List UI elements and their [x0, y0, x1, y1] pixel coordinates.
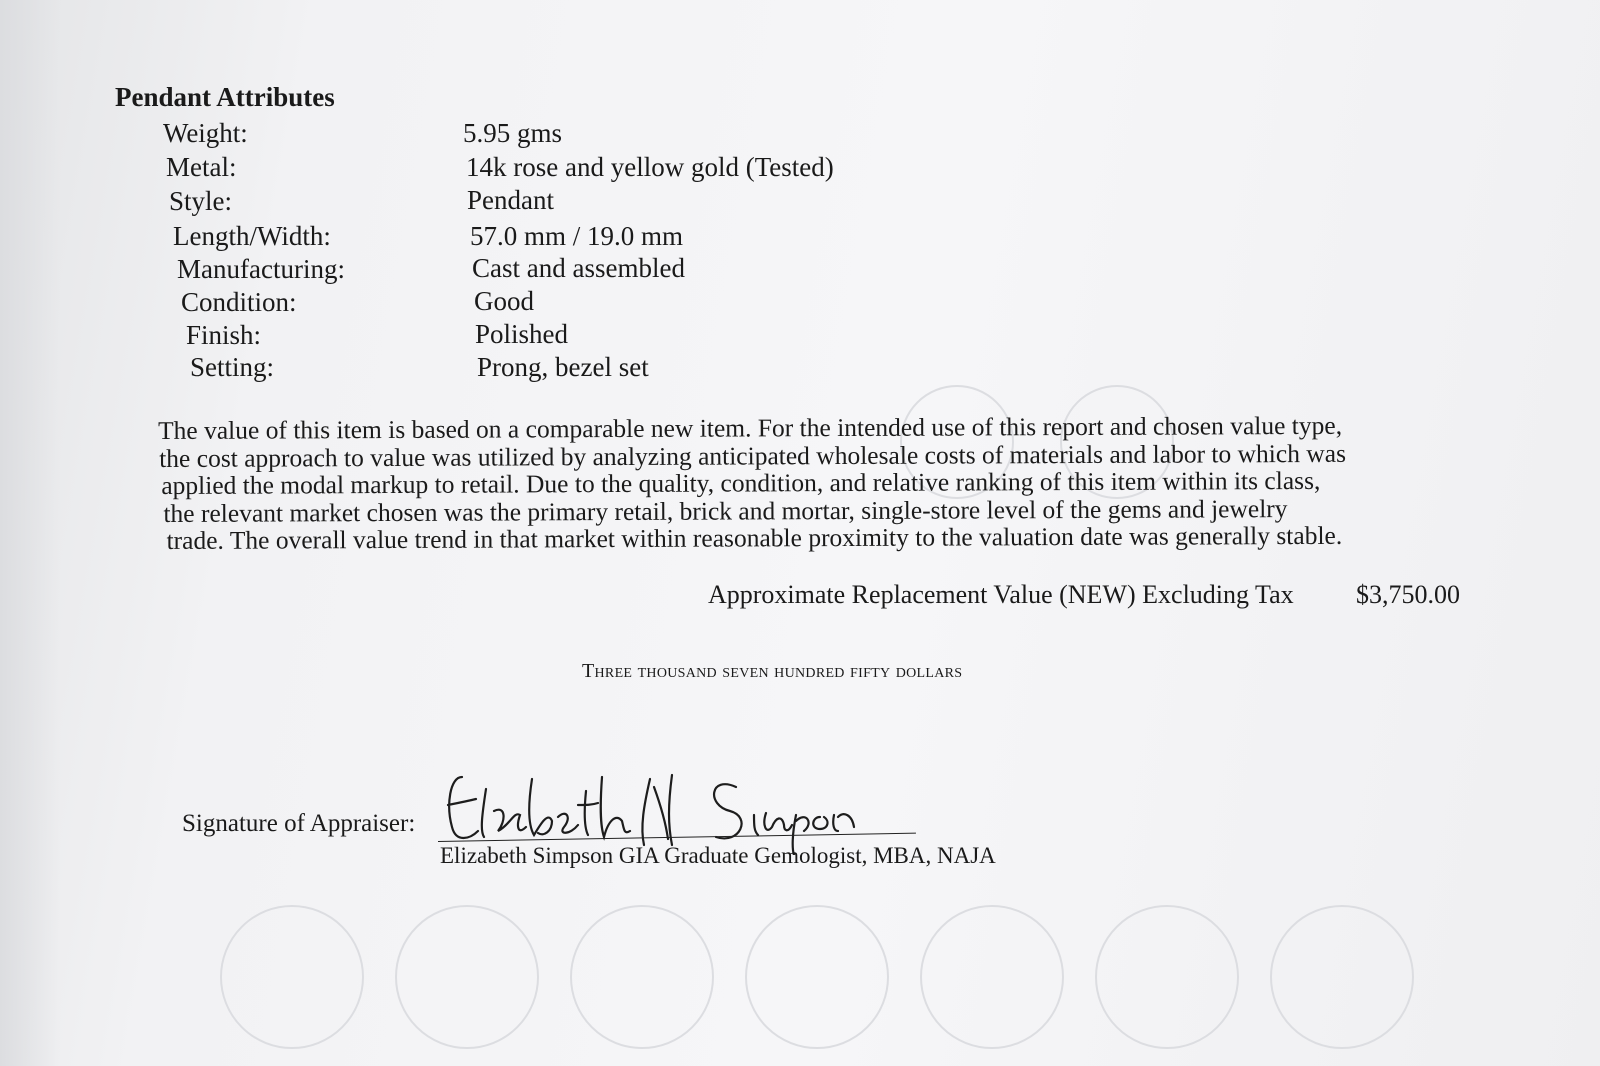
attr-value-length-width: 57.0 mm / 19.0 mm: [470, 221, 684, 251]
attr-value-weight: 5.95 gms: [463, 118, 563, 148]
paragraph-line: trade. The overall value trend in that market within reasonable proximity to the valuation date was generally stable.: [166, 520, 1343, 555]
attr-label-weight: Weight:: [163, 118, 248, 148]
attr-value-style: Pendant: [467, 185, 554, 215]
section-title: Pendant Attributes: [115, 82, 335, 112]
attr-label-finish: Finish:: [186, 320, 262, 350]
attr-label-style: Style:: [169, 186, 233, 216]
signature-label: Signature of Appraiser:: [182, 810, 416, 837]
replacement-value-label: Approximate Replacement Value (NEW) Excluding Tax: [708, 580, 1294, 609]
show-through-diamond-diagram: [745, 905, 889, 1049]
show-through-diamond-diagram: [220, 905, 364, 1049]
show-through-diamond-diagram: [920, 905, 1064, 1049]
attr-value-setting: Prong, bezel set: [477, 352, 649, 382]
attr-value-manufacturing: Cast and assembled: [472, 253, 685, 283]
paper-edge-shadow: [0, 0, 60, 1066]
appraiser-printed-name: Elizabeth Simpson GIA Graduate Gemologist, MBA, NAJA: [440, 843, 996, 868]
attr-label-manufacturing: Manufacturing:: [177, 254, 345, 284]
attr-label-metal: Metal:: [166, 152, 237, 182]
paragraph-line: The value of this item is based on a comparable new item. For the intended use of this report and chosen value type,: [157, 410, 1343, 445]
attr-value-metal: 14k rose and yellow gold (Tested): [466, 152, 834, 182]
paragraph-line: the relevant market chosen was the primary retail, brick and mortar, single-store level of the gems and jewelry: [163, 493, 1288, 528]
valuation-paragraph: [158, 411, 1469, 554]
show-through-diamond-diagram: [395, 905, 539, 1049]
attr-label-condition: Condition:: [181, 287, 297, 317]
show-through-diamond-diagram: [570, 905, 714, 1049]
attr-label-length-width: Length/Width:: [173, 221, 331, 251]
paragraph-line: applied the modal markup to retail. Due to the quality, condition, and relative ranking of this item within its class,: [161, 465, 1321, 500]
paragraph-line: the cost approach to value was utilized by analyzing anticipated wholesale costs of materials and labor to which was: [159, 438, 1347, 473]
replacement-value-amount: $3,750.00: [1356, 580, 1460, 609]
show-through-diamond-diagram: [1095, 905, 1239, 1049]
attr-label-setting: Setting:: [190, 352, 275, 382]
attr-value-finish: Polished: [475, 319, 569, 349]
handwritten-signature: [440, 765, 880, 855]
attr-value-condition: Good: [474, 286, 534, 316]
amount-in-words: Three thousand seven hundred fifty dollars: [582, 660, 963, 682]
show-through-diamond-diagram: [1270, 905, 1414, 1049]
